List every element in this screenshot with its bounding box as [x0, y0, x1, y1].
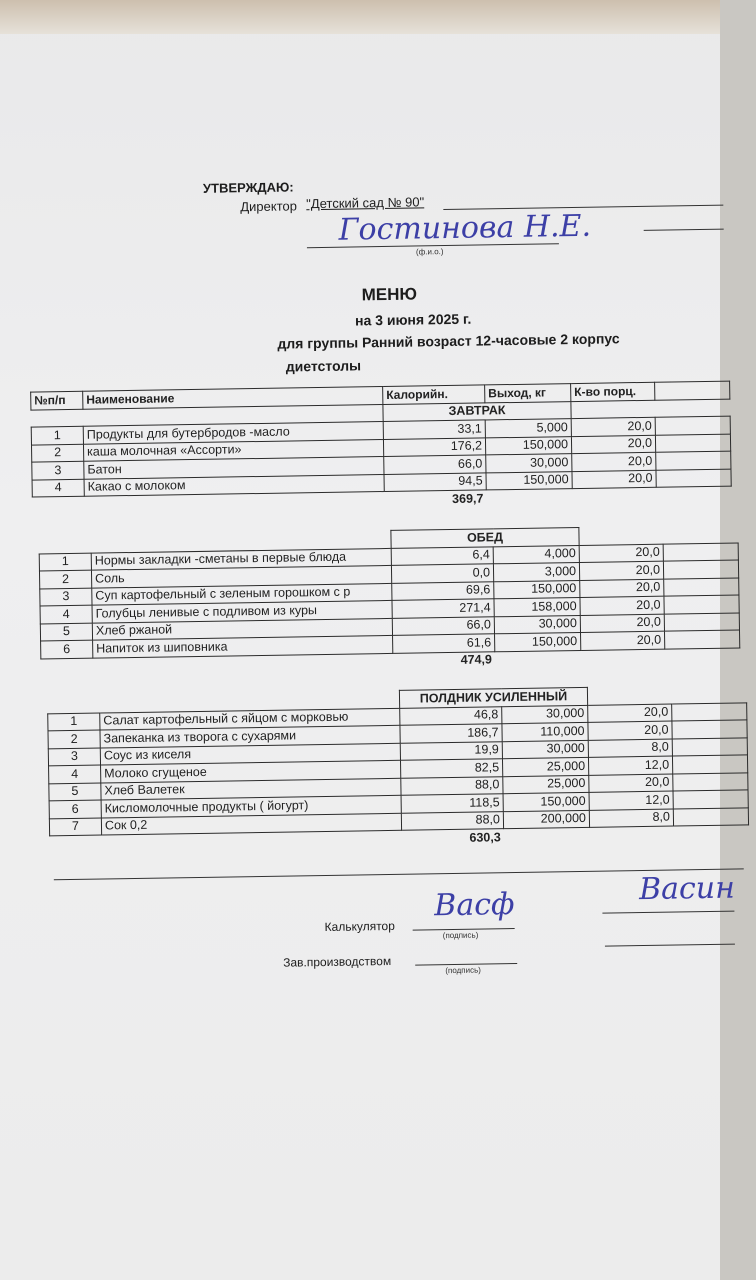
table-row: 3 Соус из киселя 19,9 30,000 8,0 [48, 737, 747, 765]
right-sign-line [602, 911, 734, 914]
section-total: 630,3 [469, 829, 501, 845]
director-organization: "Детский сад № 90" [306, 194, 425, 212]
director-label: Директор [240, 198, 298, 215]
table-row: 1 Нормы закладки -сметаны в первые блюда 6,4 4,000 20,0 [39, 542, 738, 570]
table-row: 2 Запеканка из творога с сухарями 186,7 110,000 20,0 [48, 720, 747, 748]
calculator-sign-caption: (подпись) [442, 930, 479, 941]
section-title: ОБЕД [391, 527, 579, 547]
production-sign-caption: (подпись) [445, 965, 481, 976]
table-row: 5 Хлеб ржаной 66,0 30,000 20,0 [40, 612, 739, 640]
fio-caption: (ф.и.о.) [415, 247, 444, 257]
lunch-table [38, 524, 740, 675]
table-row: 4 Молоко сгущеное 82,5 25,000 12,0 [49, 755, 748, 783]
header-num: №п/п [31, 391, 83, 409]
header-portions: К-во порц. [571, 382, 655, 401]
table-row: 6 Напиток из шиповника 61,6 150,000 20,0 [41, 630, 740, 658]
section-total: 369,7 [451, 491, 484, 506]
menu-date: на 3 июня 2025 г. [354, 310, 472, 329]
right-sign-line-2 [605, 944, 735, 947]
section-title: ПОЛДНИК УСИЛЕННЫЙ [399, 687, 587, 707]
section-total: 474,9 [460, 652, 493, 668]
header-cal: Калорийн. [383, 385, 485, 404]
table-row: 4 Голубцы ленивые с подливом из куры 271,4 158,000 20,0 [40, 595, 739, 623]
table-row: 7 Сок 0,2 88,0 200,000 8,0 [49, 807, 748, 835]
calculator-signature: Васф [434, 887, 515, 924]
signature-line-right [644, 229, 724, 231]
table-row: 6 Кисломолочные продукты ( йогурт) 118,5 150,000 12,0 [49, 790, 748, 818]
table-row: 2 Соль 0,0 3,000 20,0 [39, 560, 738, 588]
snack-table [47, 684, 749, 852]
menu-diet: диетстолы [285, 357, 362, 375]
director-signature: Гостинова Н.Е. [338, 208, 592, 248]
menu-title: МЕНЮ [361, 284, 418, 305]
menu-group: для группы Ранний возраст 12-часовые 2 корпус [277, 330, 620, 352]
table-row: 3 Суп картофельный с зеленым горошком с р 69,6 150,000 20,0 [40, 577, 739, 605]
approval-title: УТВЕРЖДАЮ: [202, 179, 294, 196]
table-row: 3 Батон 66,0 30,000 20,0 [32, 451, 731, 479]
table-row: 1 Салат картофельный с яйцом с морковью 46,8 30,000 20,0 [48, 702, 747, 730]
table-row: 1 Продукты для бутербродов -масло 33,1 5,000 20,0 [31, 416, 730, 444]
section-title: ЗАВТРАК [383, 401, 571, 421]
calculator-label: Калькулятор [324, 918, 395, 935]
production-head-label: Зав.производством [283, 953, 392, 970]
table-row: 5 Хлеб Валетек 88,0 25,000 20,0 [49, 772, 748, 800]
header-out: Выход, кг [485, 384, 571, 403]
table-row: 2 каша молочная «Ассорти» 176,2 150,000 20,0 [31, 434, 730, 462]
right-signature: Васин [638, 870, 736, 908]
header-name: Наименование [83, 387, 383, 409]
table-row: 4 Какао с молоком 94,5 150,000 20,0 [32, 469, 731, 497]
breakfast-table [30, 381, 732, 514]
